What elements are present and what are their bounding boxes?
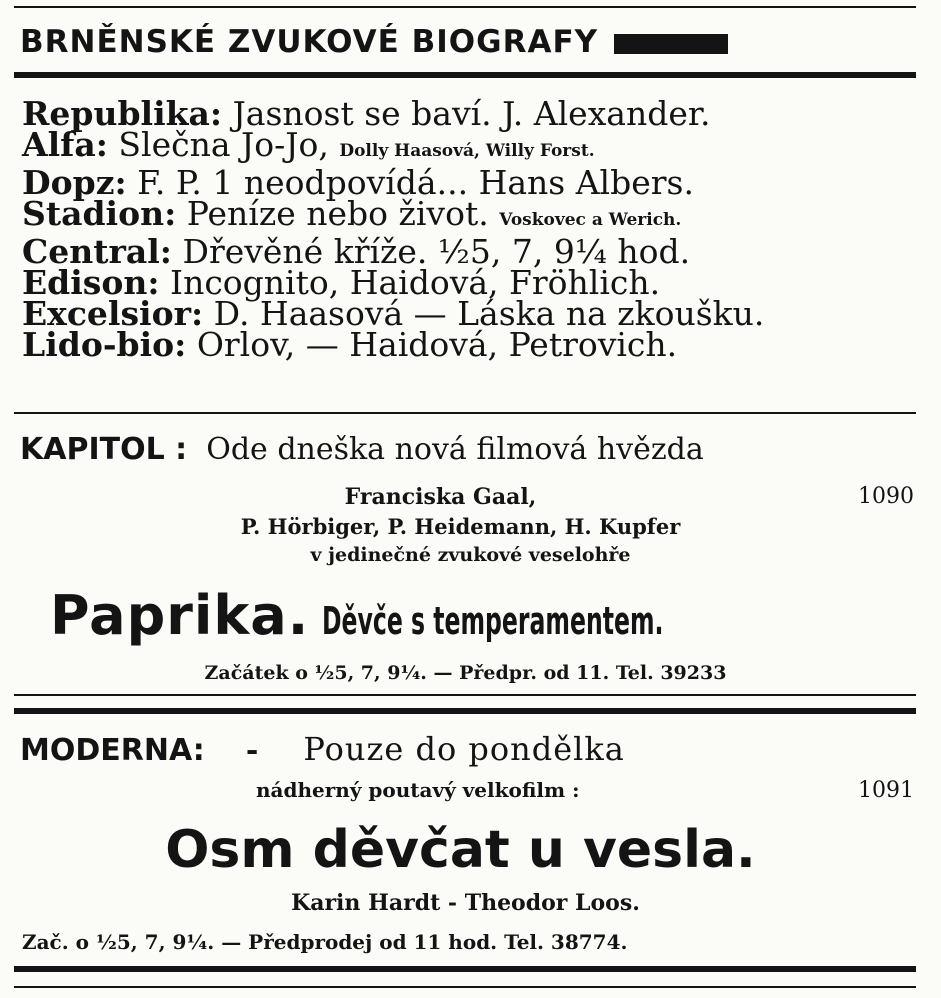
moderna-header [20,730,625,768]
film-info: Orlov, — Haidová, Petrovich. [196,325,678,364]
moderna-name: MODERNA: [20,733,205,768]
listing-row [22,194,764,236]
kapitol-film-subtitle: Děvče s temperamentem. [322,599,664,643]
cast-info: Dolly Haasová, Willy Forst. [339,141,595,161]
film-info: Slečna Jo-Jo, [118,125,329,164]
cinema-name: Alfa: [22,125,108,164]
cinema-name: Republika: [22,94,223,133]
kapitol-header [20,432,704,467]
kapitol-star: Franciska Gaal, [344,484,537,510]
kapitol-tagline: Ode dneška nová filmová hvězda [206,432,704,467]
moderna-cast: Karin Hardt - Theodor Loos. [291,890,640,916]
kapitol-film [50,584,873,647]
header-ink-block [614,34,728,54]
kapitol-number: 1090 [858,484,914,509]
header-row [20,24,728,60]
cinema-name: Edison: [22,263,160,302]
moderna-times: Zač. o ½5, 7, 9¼. — Předprodej od 11 hod. Tel. 38774. [22,930,628,954]
kapitol-rule-1 [14,694,916,696]
film-info: D. Haasová — Láska na zkoušku. [213,294,765,333]
moderna-dash: - [245,733,259,768]
kapitol-intro: v jedinečné zvukové veselohře [310,544,631,566]
cinema-name: Excelsior: [22,294,204,333]
moderna-intro: nádherný poutavý velkofilm : [256,778,580,802]
moderna-tagline: Pouze do pondělka [303,730,625,768]
film-info: F. P. 1 neodpovídá... Hans Albers. [137,163,694,202]
moderna-film-title: Osm děvčat u vesla. [165,820,756,880]
listings-rule [14,412,916,414]
film-info: Peníze nebo život. [186,194,489,233]
moderna-number: 1091 [858,778,914,803]
film-info: Incognito, Haidová, Fröhlich. [170,263,661,302]
top-rule [14,6,916,8]
kapitol-rule-2 [14,708,916,714]
moderna-rule-1 [14,966,916,972]
film-info: Jasnost se baví. J. Alexander. [232,94,711,133]
header-title: BRNĚNSKÉ ZVUKOVÉ BIOGRAFY [20,24,599,60]
cinema-listings [22,94,765,364]
cast-info: Voskovec a Werich. [499,210,682,230]
kapitol-times: Začátek o ½5, 7, 9¼. — Předpr. od 11. Tel. 39233 [204,662,727,684]
listing-row [22,125,764,167]
cinema-name: Stadion: [22,194,177,233]
kapitol-name: KAPITOL : [20,432,188,467]
cinema-name: Lido-bio: [22,325,187,364]
kapitol-cast: P. Hörbiger, P. Heidemann, H. Kupfer [240,514,681,539]
moderna-rule-2 [14,986,916,988]
cinema-name: Central: [22,232,172,271]
header-rule [14,72,916,78]
cinema-name: Dopz: [22,163,127,202]
listing-row [22,325,764,364]
kapitol-film-title: Paprika. [50,584,310,647]
film-info: Dřevěné kříže. ½5, 7, 9¼ hod. [182,232,691,271]
